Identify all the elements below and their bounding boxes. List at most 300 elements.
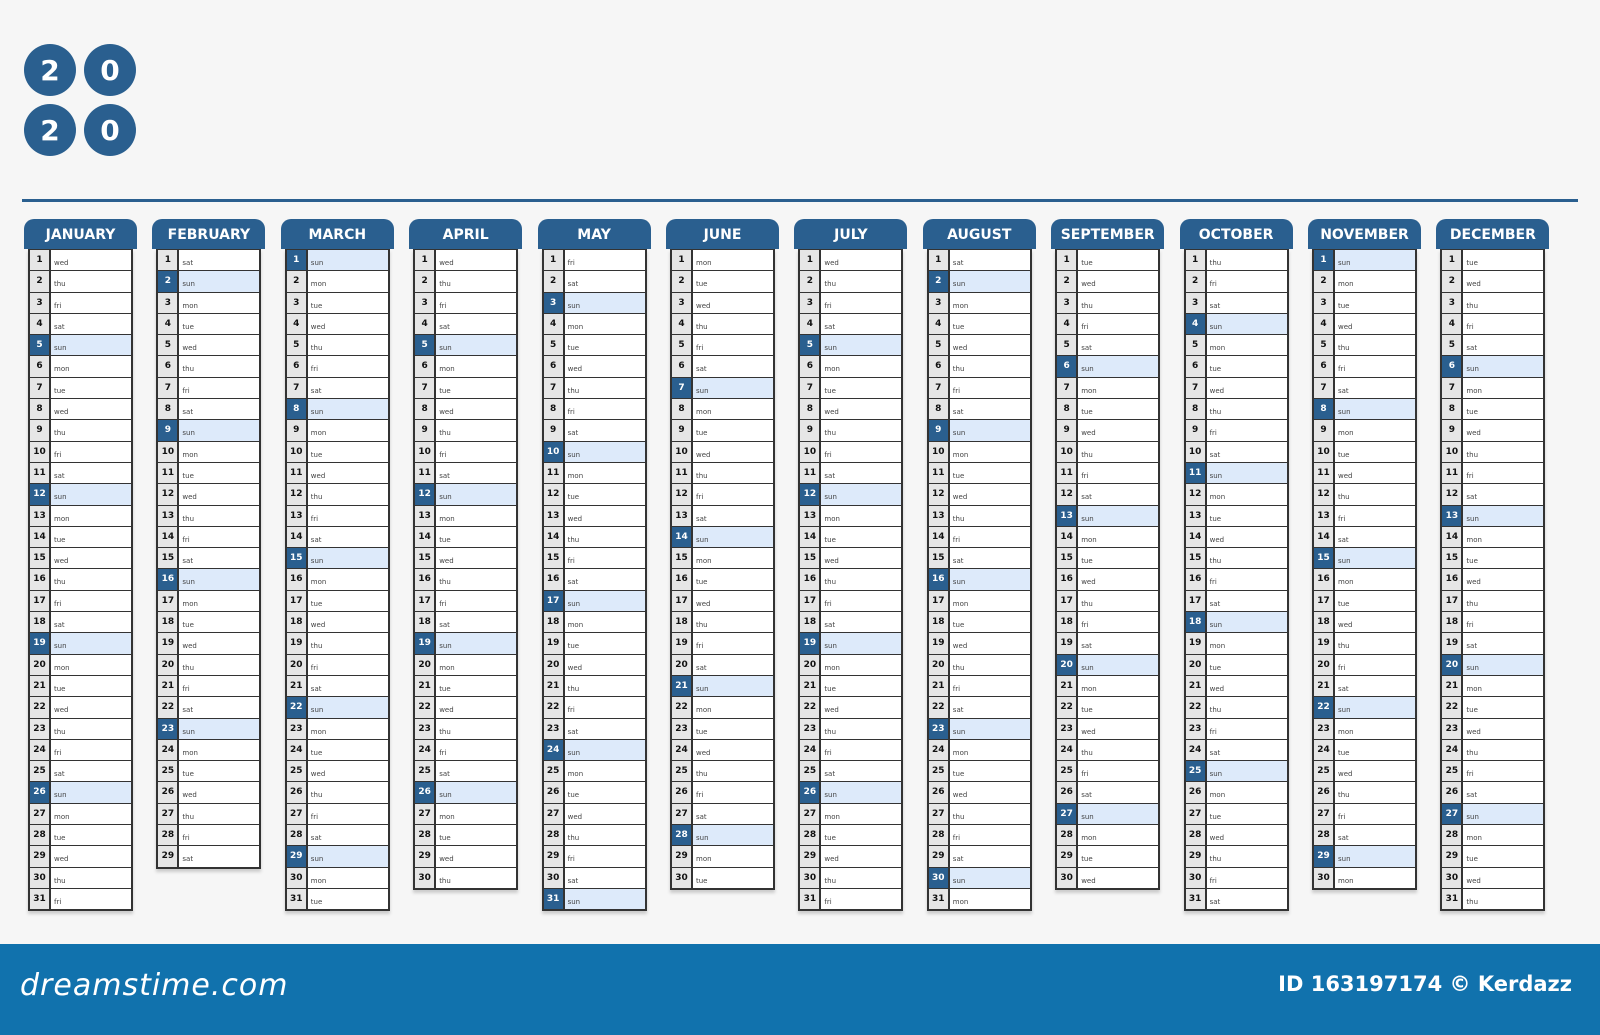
day-row[interactable] — [544, 590, 645, 611]
day-row[interactable] — [800, 441, 901, 462]
day-row[interactable] — [158, 462, 259, 483]
day-row[interactable] — [929, 696, 1030, 717]
day-row[interactable] — [1186, 845, 1287, 866]
day-row[interactable] — [158, 398, 259, 419]
day-row[interactable] — [287, 398, 388, 419]
day-row[interactable] — [287, 505, 388, 526]
day-row[interactable] — [929, 760, 1030, 781]
day-row[interactable] — [1186, 377, 1287, 398]
day-row[interactable] — [800, 824, 901, 845]
day-row[interactable] — [158, 568, 259, 589]
day-row[interactable] — [1442, 845, 1543, 866]
day-row[interactable] — [415, 590, 516, 611]
day-row[interactable] — [1314, 718, 1415, 739]
day-row[interactable] — [1057, 654, 1158, 675]
day-row[interactable] — [415, 441, 516, 462]
day-row[interactable] — [800, 377, 901, 398]
day-row[interactable] — [158, 377, 259, 398]
day-row[interactable] — [800, 334, 901, 355]
day-row[interactable] — [544, 760, 645, 781]
day-row[interactable] — [415, 824, 516, 845]
day-row[interactable] — [929, 313, 1030, 334]
day-row[interactable] — [1186, 334, 1287, 355]
day-row[interactable] — [158, 441, 259, 462]
day-row[interactable] — [287, 781, 388, 802]
day-row[interactable] — [800, 696, 901, 717]
day-row[interactable] — [287, 632, 388, 653]
day-row[interactable] — [1442, 568, 1543, 589]
day-row[interactable] — [1186, 292, 1287, 313]
day-row[interactable] — [1442, 526, 1543, 547]
day-row[interactable] — [415, 696, 516, 717]
day-row[interactable] — [1057, 632, 1158, 653]
day-row[interactable] — [1186, 547, 1287, 568]
day-row[interactable] — [287, 845, 388, 866]
day-row[interactable] — [158, 292, 259, 313]
day-row[interactable] — [1442, 696, 1543, 717]
day-row[interactable] — [158, 654, 259, 675]
day-row[interactable] — [415, 483, 516, 504]
day-row[interactable] — [544, 355, 645, 376]
day-row[interactable] — [287, 696, 388, 717]
day-row[interactable] — [929, 611, 1030, 632]
day-row[interactable] — [158, 547, 259, 568]
day-row[interactable] — [1186, 483, 1287, 504]
day-row[interactable] — [929, 377, 1030, 398]
day-row[interactable] — [1314, 547, 1415, 568]
day-row[interactable] — [415, 526, 516, 547]
day-row[interactable] — [1057, 249, 1158, 270]
day-row[interactable] — [1057, 334, 1158, 355]
day-row[interactable] — [287, 611, 388, 632]
day-row[interactable] — [30, 760, 131, 781]
day-row[interactable] — [158, 696, 259, 717]
day-row[interactable] — [415, 845, 516, 866]
day-row[interactable] — [30, 398, 131, 419]
day-row[interactable] — [287, 547, 388, 568]
day-row[interactable] — [800, 739, 901, 760]
day-row[interactable] — [1442, 739, 1543, 760]
day-row[interactable] — [287, 334, 388, 355]
day-row[interactable] — [800, 249, 901, 270]
day-row[interactable] — [287, 441, 388, 462]
day-row[interactable] — [30, 377, 131, 398]
day-row[interactable] — [672, 824, 773, 845]
day-row[interactable] — [800, 590, 901, 611]
day-row[interactable] — [929, 568, 1030, 589]
day-row[interactable] — [1442, 462, 1543, 483]
day-row[interactable] — [929, 355, 1030, 376]
day-row[interactable] — [287, 377, 388, 398]
day-row[interactable] — [800, 355, 901, 376]
day-row[interactable] — [30, 462, 131, 483]
day-row[interactable] — [1314, 270, 1415, 291]
day-row[interactable] — [1314, 867, 1415, 888]
day-row[interactable] — [672, 781, 773, 802]
day-row[interactable] — [672, 739, 773, 760]
day-row[interactable] — [800, 270, 901, 291]
day-row[interactable] — [672, 355, 773, 376]
day-row[interactable] — [544, 483, 645, 504]
day-row[interactable] — [30, 313, 131, 334]
day-row[interactable] — [544, 718, 645, 739]
day-row[interactable] — [800, 526, 901, 547]
day-row[interactable] — [1442, 654, 1543, 675]
day-row[interactable] — [287, 292, 388, 313]
day-row[interactable] — [800, 462, 901, 483]
day-row[interactable] — [672, 419, 773, 440]
day-row[interactable] — [158, 419, 259, 440]
day-row[interactable] — [1057, 845, 1158, 866]
day-row[interactable] — [158, 355, 259, 376]
day-row[interactable] — [929, 270, 1030, 291]
day-row[interactable] — [30, 441, 131, 462]
day-row[interactable] — [287, 568, 388, 589]
day-row[interactable] — [800, 611, 901, 632]
day-row[interactable] — [1314, 526, 1415, 547]
day-row[interactable] — [158, 845, 259, 866]
day-row[interactable] — [1314, 654, 1415, 675]
day-row[interactable] — [30, 249, 131, 270]
day-row[interactable] — [929, 526, 1030, 547]
day-row[interactable] — [544, 781, 645, 802]
day-row[interactable] — [287, 718, 388, 739]
day-row[interactable] — [1186, 888, 1287, 909]
day-row[interactable] — [1186, 462, 1287, 483]
day-row[interactable] — [287, 867, 388, 888]
day-row[interactable] — [544, 632, 645, 653]
day-row[interactable] — [158, 313, 259, 334]
day-row[interactable] — [1442, 590, 1543, 611]
day-row[interactable] — [1186, 803, 1287, 824]
day-row[interactable] — [929, 718, 1030, 739]
day-row[interactable] — [672, 803, 773, 824]
day-row[interactable] — [1442, 888, 1543, 909]
day-row[interactable] — [1057, 590, 1158, 611]
day-row[interactable] — [1314, 824, 1415, 845]
day-row[interactable] — [544, 441, 645, 462]
day-row[interactable] — [672, 568, 773, 589]
day-row[interactable] — [544, 377, 645, 398]
day-row[interactable] — [415, 739, 516, 760]
day-row[interactable] — [415, 718, 516, 739]
day-row[interactable] — [1442, 419, 1543, 440]
day-row[interactable] — [929, 590, 1030, 611]
day-row[interactable] — [1186, 441, 1287, 462]
day-row[interactable] — [30, 270, 131, 291]
day-row[interactable] — [158, 505, 259, 526]
day-row[interactable] — [1186, 568, 1287, 589]
day-row[interactable] — [1057, 781, 1158, 802]
day-row[interactable] — [929, 462, 1030, 483]
day-row[interactable] — [929, 867, 1030, 888]
day-row[interactable] — [544, 654, 645, 675]
day-row[interactable] — [929, 824, 1030, 845]
day-row[interactable] — [544, 867, 645, 888]
day-row[interactable] — [1186, 355, 1287, 376]
day-row[interactable] — [30, 505, 131, 526]
day-row[interactable] — [929, 483, 1030, 504]
day-row[interactable] — [672, 654, 773, 675]
day-row[interactable] — [672, 526, 773, 547]
day-row[interactable] — [287, 462, 388, 483]
day-row[interactable] — [672, 696, 773, 717]
day-row[interactable] — [158, 249, 259, 270]
day-row[interactable] — [1442, 313, 1543, 334]
day-row[interactable] — [1186, 696, 1287, 717]
day-row[interactable] — [1186, 632, 1287, 653]
day-row[interactable] — [1057, 526, 1158, 547]
day-row[interactable] — [1442, 441, 1543, 462]
day-row[interactable] — [1186, 760, 1287, 781]
day-row[interactable] — [415, 803, 516, 824]
day-row[interactable] — [1442, 355, 1543, 376]
day-row[interactable] — [800, 718, 901, 739]
day-row[interactable] — [158, 675, 259, 696]
day-row[interactable] — [544, 568, 645, 589]
day-row[interactable] — [415, 334, 516, 355]
day-row[interactable] — [544, 505, 645, 526]
day-row[interactable] — [544, 249, 645, 270]
day-row[interactable] — [1057, 547, 1158, 568]
day-row[interactable] — [158, 483, 259, 504]
day-row[interactable] — [158, 270, 259, 291]
day-row[interactable] — [415, 270, 516, 291]
day-row[interactable] — [1314, 505, 1415, 526]
day-row[interactable] — [30, 718, 131, 739]
day-row[interactable] — [287, 419, 388, 440]
day-row[interactable] — [800, 292, 901, 313]
day-row[interactable] — [672, 547, 773, 568]
day-row[interactable] — [415, 632, 516, 653]
day-row[interactable] — [1057, 611, 1158, 632]
day-row[interactable] — [1057, 419, 1158, 440]
day-row[interactable] — [1442, 249, 1543, 270]
day-row[interactable] — [1314, 483, 1415, 504]
day-row[interactable] — [1057, 760, 1158, 781]
day-row[interactable] — [672, 398, 773, 419]
day-row[interactable] — [1314, 739, 1415, 760]
day-row[interactable] — [1442, 505, 1543, 526]
day-row[interactable] — [1057, 462, 1158, 483]
day-row[interactable] — [672, 505, 773, 526]
day-row[interactable] — [1314, 781, 1415, 802]
day-row[interactable] — [415, 867, 516, 888]
day-row[interactable] — [1442, 632, 1543, 653]
day-row[interactable] — [672, 675, 773, 696]
day-row[interactable] — [800, 888, 901, 909]
day-row[interactable] — [544, 824, 645, 845]
day-row[interactable] — [287, 824, 388, 845]
day-row[interactable] — [1057, 675, 1158, 696]
day-row[interactable] — [287, 270, 388, 291]
day-row[interactable] — [929, 419, 1030, 440]
day-row[interactable] — [1186, 398, 1287, 419]
day-row[interactable] — [158, 760, 259, 781]
day-row[interactable] — [1057, 292, 1158, 313]
day-row[interactable] — [544, 270, 645, 291]
day-row[interactable] — [415, 654, 516, 675]
day-row[interactable] — [158, 739, 259, 760]
day-row[interactable] — [287, 526, 388, 547]
day-row[interactable] — [1057, 867, 1158, 888]
day-row[interactable] — [929, 505, 1030, 526]
day-row[interactable] — [415, 249, 516, 270]
day-row[interactable] — [158, 590, 259, 611]
day-row[interactable] — [929, 292, 1030, 313]
day-row[interactable] — [30, 739, 131, 760]
day-row[interactable] — [30, 696, 131, 717]
day-row[interactable] — [158, 781, 259, 802]
day-row[interactable] — [1057, 568, 1158, 589]
day-row[interactable] — [800, 505, 901, 526]
day-row[interactable] — [544, 696, 645, 717]
day-row[interactable] — [1442, 803, 1543, 824]
day-row[interactable] — [672, 313, 773, 334]
day-row[interactable] — [1314, 760, 1415, 781]
day-row[interactable] — [800, 654, 901, 675]
day-row[interactable] — [672, 292, 773, 313]
day-row[interactable] — [672, 611, 773, 632]
day-row[interactable] — [1314, 462, 1415, 483]
day-row[interactable] — [1442, 675, 1543, 696]
day-row[interactable] — [544, 611, 645, 632]
day-row[interactable] — [800, 632, 901, 653]
day-row[interactable] — [30, 590, 131, 611]
day-row[interactable] — [544, 462, 645, 483]
day-row[interactable] — [672, 249, 773, 270]
day-row[interactable] — [1057, 824, 1158, 845]
day-row[interactable] — [929, 441, 1030, 462]
day-row[interactable] — [415, 292, 516, 313]
day-row[interactable] — [1442, 781, 1543, 802]
day-row[interactable] — [544, 526, 645, 547]
day-row[interactable] — [30, 419, 131, 440]
day-row[interactable] — [415, 760, 516, 781]
day-row[interactable] — [544, 398, 645, 419]
day-row[interactable] — [1314, 249, 1415, 270]
day-row[interactable] — [544, 313, 645, 334]
day-row[interactable] — [415, 313, 516, 334]
day-row[interactable] — [544, 419, 645, 440]
day-row[interactable] — [1314, 803, 1415, 824]
day-row[interactable] — [1057, 718, 1158, 739]
day-row[interactable] — [544, 739, 645, 760]
day-row[interactable] — [1314, 398, 1415, 419]
day-row[interactable] — [929, 632, 1030, 653]
day-row[interactable] — [158, 632, 259, 653]
day-row[interactable] — [1186, 526, 1287, 547]
day-row[interactable] — [1186, 654, 1287, 675]
day-row[interactable] — [544, 547, 645, 568]
day-row[interactable] — [1186, 718, 1287, 739]
day-row[interactable] — [415, 377, 516, 398]
day-row[interactable] — [415, 781, 516, 802]
day-row[interactable] — [30, 334, 131, 355]
day-row[interactable] — [672, 718, 773, 739]
day-row[interactable] — [929, 398, 1030, 419]
day-row[interactable] — [1314, 696, 1415, 717]
day-row[interactable] — [1057, 355, 1158, 376]
day-row[interactable] — [929, 739, 1030, 760]
day-row[interactable] — [929, 654, 1030, 675]
day-row[interactable] — [158, 334, 259, 355]
day-row[interactable] — [1186, 739, 1287, 760]
day-row[interactable] — [1186, 249, 1287, 270]
day-row[interactable] — [929, 249, 1030, 270]
day-row[interactable] — [1442, 270, 1543, 291]
day-row[interactable] — [415, 505, 516, 526]
day-row[interactable] — [1186, 270, 1287, 291]
day-row[interactable] — [1314, 313, 1415, 334]
day-row[interactable] — [672, 334, 773, 355]
day-row[interactable] — [929, 781, 1030, 802]
day-row[interactable] — [30, 803, 131, 824]
day-row[interactable] — [544, 845, 645, 866]
day-row[interactable] — [1314, 845, 1415, 866]
day-row[interactable] — [1186, 781, 1287, 802]
day-row[interactable] — [287, 803, 388, 824]
day-row[interactable] — [1057, 313, 1158, 334]
day-row[interactable] — [1314, 590, 1415, 611]
day-row[interactable] — [929, 888, 1030, 909]
day-row[interactable] — [30, 888, 131, 909]
day-row[interactable] — [287, 590, 388, 611]
day-row[interactable] — [800, 568, 901, 589]
day-row[interactable] — [158, 718, 259, 739]
day-row[interactable] — [30, 483, 131, 504]
day-row[interactable] — [1057, 505, 1158, 526]
day-row[interactable] — [544, 803, 645, 824]
day-row[interactable] — [158, 803, 259, 824]
day-row[interactable] — [158, 824, 259, 845]
day-row[interactable] — [415, 419, 516, 440]
day-row[interactable] — [415, 355, 516, 376]
day-row[interactable] — [1057, 803, 1158, 824]
day-row[interactable] — [1442, 718, 1543, 739]
day-row[interactable] — [1314, 675, 1415, 696]
day-row[interactable] — [287, 249, 388, 270]
day-row[interactable] — [30, 547, 131, 568]
brand-logo[interactable]: dreamstime.com — [20, 968, 289, 1003]
day-row[interactable] — [929, 803, 1030, 824]
day-row[interactable] — [544, 334, 645, 355]
day-row[interactable] — [415, 568, 516, 589]
day-row[interactable] — [287, 760, 388, 781]
day-row[interactable] — [1442, 611, 1543, 632]
day-row[interactable] — [1186, 419, 1287, 440]
day-row[interactable] — [415, 462, 516, 483]
day-row[interactable] — [1314, 334, 1415, 355]
day-row[interactable] — [929, 675, 1030, 696]
day-row[interactable] — [1442, 760, 1543, 781]
day-row[interactable] — [1314, 568, 1415, 589]
day-row[interactable] — [672, 632, 773, 653]
day-row[interactable] — [800, 760, 901, 781]
day-row[interactable] — [1186, 505, 1287, 526]
day-row[interactable] — [1314, 632, 1415, 653]
day-row[interactable] — [30, 824, 131, 845]
day-row[interactable] — [1186, 675, 1287, 696]
day-row[interactable] — [1186, 824, 1287, 845]
day-row[interactable] — [415, 675, 516, 696]
day-row[interactable] — [672, 760, 773, 781]
day-row[interactable] — [30, 675, 131, 696]
day-row[interactable] — [30, 526, 131, 547]
day-row[interactable] — [415, 398, 516, 419]
day-row[interactable] — [800, 675, 901, 696]
day-row[interactable] — [1057, 739, 1158, 760]
